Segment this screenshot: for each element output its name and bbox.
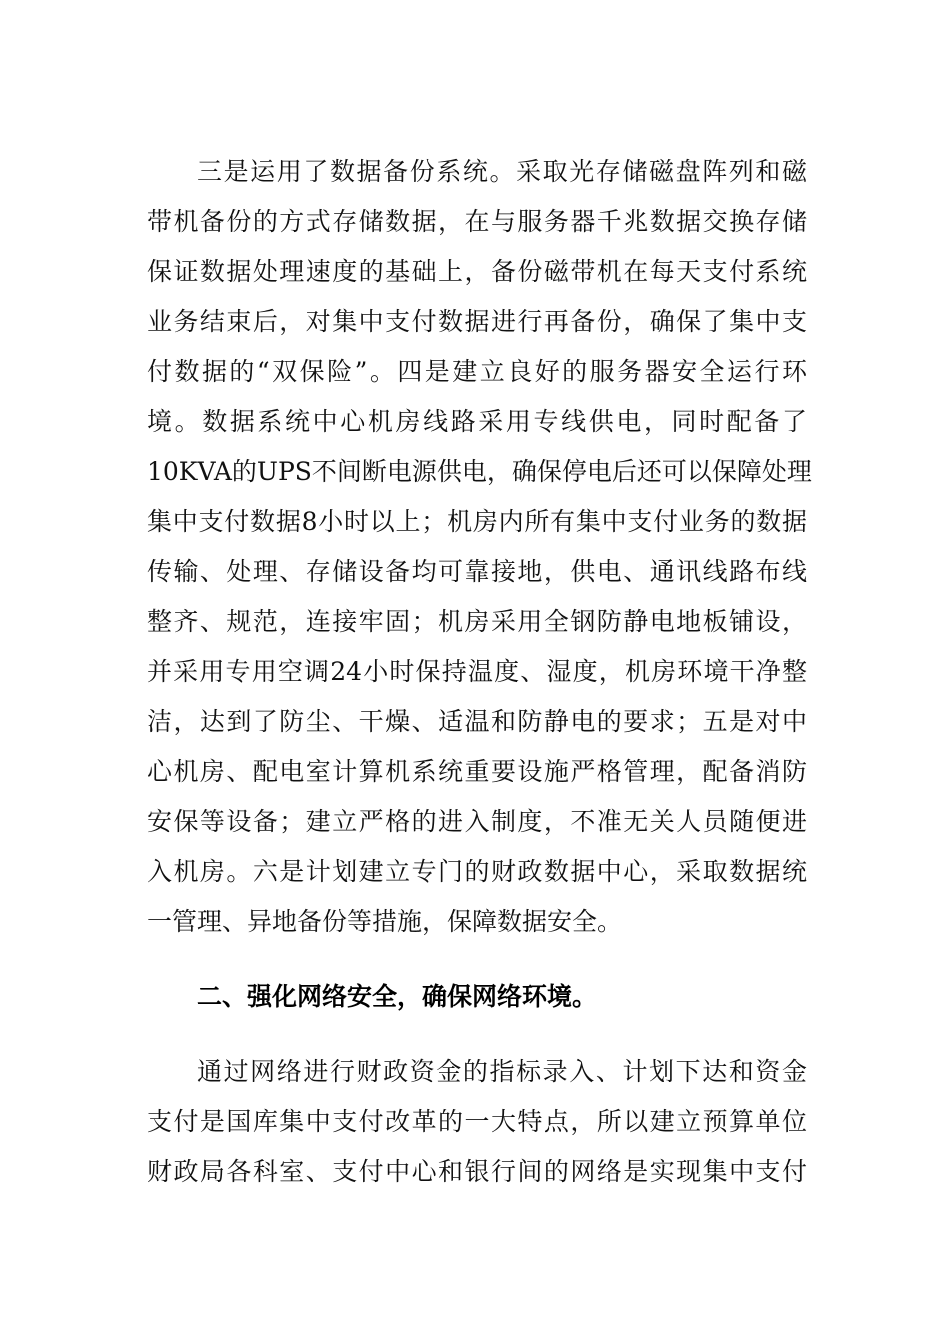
paragraph-1-line: 整齐、规范，连接牢固；机房采用全钢防静电地板铺设，: [147, 607, 807, 636]
paragraph-1-line: 安保等设备；建立严格的进入制度，不准无关人员随便进: [147, 807, 807, 836]
paragraph-1-line: 洁，达到了防尘、干燥、适温和防静电的要求；五是对中: [147, 707, 807, 736]
paragraph-1-line: 境。数据系统中心机房线路采用专线供电，同时配备了: [147, 407, 807, 436]
paragraph-1-line: 入机房。六是计划建立专门的财政数据中心，采取数据统: [147, 857, 807, 886]
section-heading: 二、强化网络安全，确保网络环境。: [197, 982, 598, 1011]
paragraph-1-line: 付数据的“双保险”。四是建立良好的服务器安全运行环: [147, 357, 807, 386]
paragraph-1-line: 集中支付数据8小时以上；机房内所有集中支付业务的数据: [147, 507, 807, 536]
paragraph-2-line: 支付是国库集中支付改革的一大特点，所以建立预算单位: [147, 1107, 807, 1136]
paragraph-1-line: 保证数据处理速度的基础上，备份磁带机在每天支付系统: [147, 257, 807, 286]
paragraph-1-line: 带机备份的方式存储数据，在与服务器千兆数据交换存储: [147, 207, 807, 236]
paragraph-1-line: 传输、处理、存储设备均可靠接地，供电、通讯线路布线: [147, 557, 807, 586]
paragraph-1-line: 并采用专用空调24小时保持温度、湿度，机房环境干净整: [147, 657, 807, 686]
paragraph-2-line: 财政局各科室、支付中心和银行间的网络是实现集中支付: [147, 1157, 807, 1186]
paragraph-1-line: 一管理、异地备份等措施，保障数据安全。: [147, 907, 623, 936]
paragraph-2-line: 通过网络进行财政资金的指标录入、计划下达和资金: [197, 1057, 807, 1086]
paragraph-1-line: 心机房、配电室计算机系统重要设施严格管理，配备消防: [147, 757, 807, 786]
paragraph-1-line: 业务结束后，对集中支付数据进行再备份，确保了集中支: [147, 307, 807, 336]
paragraph-1-line: 10KVA的UPS不间断电源供电，确保停电后还可以保障处理: [147, 457, 812, 486]
paragraph-1-line: 三是运用了数据备份系统。采取光存储磁盘阵列和磁: [197, 157, 807, 186]
